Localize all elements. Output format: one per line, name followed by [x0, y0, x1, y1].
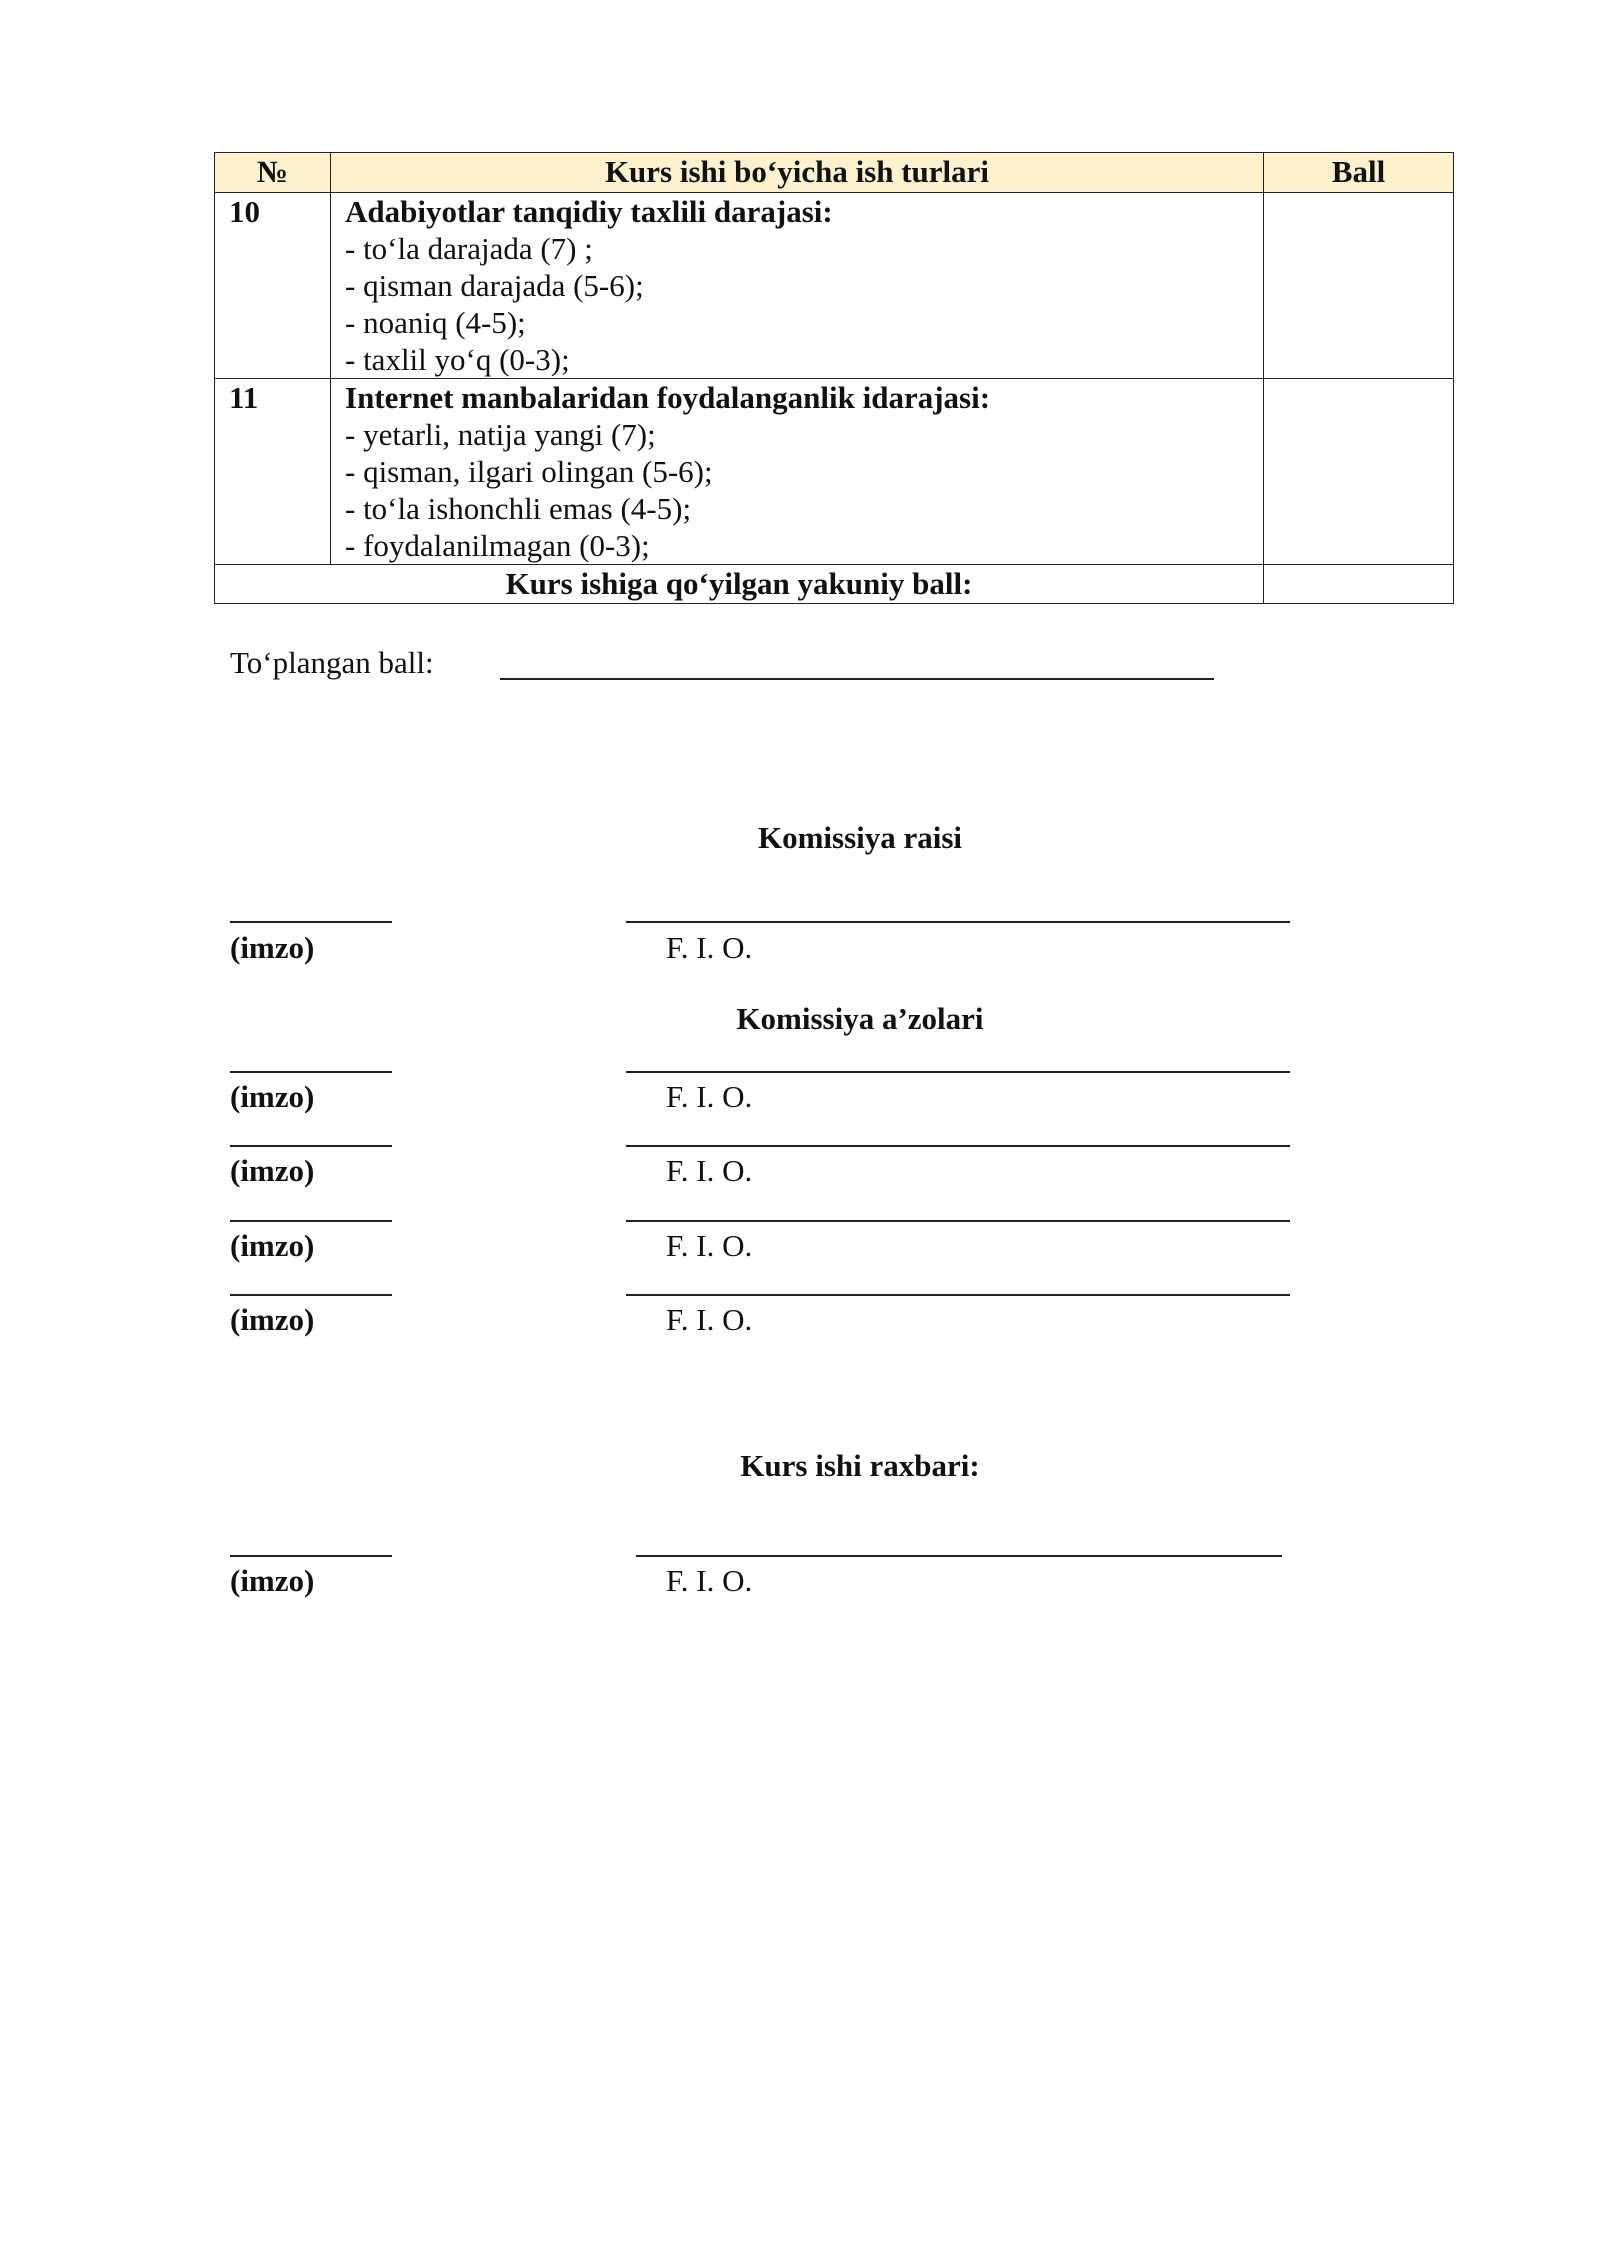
- collected-score-line: [500, 678, 1214, 680]
- table-row: [215, 193, 1454, 379]
- criterion-option: - taxlil yo‘q (0-3);: [345, 342, 570, 377]
- signature-line: [230, 1555, 392, 1557]
- signature-label: (imzo): [230, 1563, 315, 1598]
- criterion-option: - foydalanilmagan (0-3);: [345, 528, 650, 563]
- header-work-types: Kurs ishi bo‘yicha ish turlari: [331, 153, 1264, 193]
- signature-line: [230, 1220, 392, 1222]
- ball-cell: [1264, 193, 1454, 379]
- name-line: [626, 1220, 1290, 1222]
- table-header-row: [215, 153, 1454, 193]
- full-name-label: F. I. O.: [666, 1079, 753, 1114]
- criterion-option: - to‘la ishonchli emas (4-5);: [345, 491, 692, 526]
- criterion-option: - qisman darajada (5-6);: [345, 268, 644, 303]
- chair-heading: Komissiya raisi: [757, 820, 963, 855]
- full-name-label: F. I. O.: [666, 1302, 753, 1337]
- criterion-cell: [331, 193, 1264, 379]
- full-name-label: F. I. O.: [666, 1228, 753, 1263]
- signature-line: [230, 921, 392, 923]
- criterion-title: Internet manbalaridan foydalanganlik idarajasi:: [345, 380, 991, 415]
- row-number: 10: [215, 193, 331, 379]
- criterion-cell: [331, 379, 1264, 565]
- full-name-label: F. I. O.: [666, 930, 753, 965]
- header-ball: Ball: [1264, 153, 1454, 193]
- signature-line: [230, 1294, 392, 1296]
- criterion-title: Adabiyotlar tanqidiy taxlili darajasi:: [345, 194, 833, 229]
- signature-label: (imzo): [230, 1153, 315, 1188]
- final-score-label: Kurs ishiga qo‘yilgan yakuniy ball:: [215, 565, 1264, 604]
- signature-label: (imzo): [230, 1079, 315, 1114]
- table-row: [215, 379, 1454, 565]
- supervisor-heading: Kurs ishi raxbari:: [740, 1448, 980, 1483]
- criterion-option: - qisman, ilgari olingan (5-6);: [345, 454, 713, 489]
- members-heading: Komissiya a’zolari: [736, 1001, 984, 1036]
- header-number: №: [215, 153, 331, 193]
- final-score-cell: [1264, 565, 1454, 604]
- name-line: [626, 921, 1290, 923]
- name-line: [626, 1071, 1290, 1073]
- signature-label: (imzo): [230, 930, 315, 965]
- signature-label: (imzo): [230, 1228, 315, 1263]
- full-name-label: F. I. O.: [666, 1153, 753, 1188]
- signature-line: [230, 1145, 392, 1147]
- row-number: 11: [215, 379, 331, 565]
- name-line: [626, 1145, 1290, 1147]
- grading-table: [214, 152, 1454, 604]
- signature-line: [230, 1071, 392, 1073]
- criterion-option: - noaniq (4-5);: [345, 305, 526, 340]
- collected-score-label: To‘plangan ball:: [230, 645, 434, 680]
- full-name-label: F. I. O.: [666, 1563, 753, 1598]
- criterion-option: - to‘la darajada (7) ;: [345, 231, 593, 266]
- signature-label: (imzo): [230, 1302, 315, 1337]
- ball-cell: [1264, 379, 1454, 565]
- name-line: [626, 1294, 1290, 1296]
- name-line: [636, 1555, 1282, 1557]
- total-row: [215, 565, 1454, 604]
- criterion-option: - yetarli, natija yangi (7);: [345, 417, 656, 452]
